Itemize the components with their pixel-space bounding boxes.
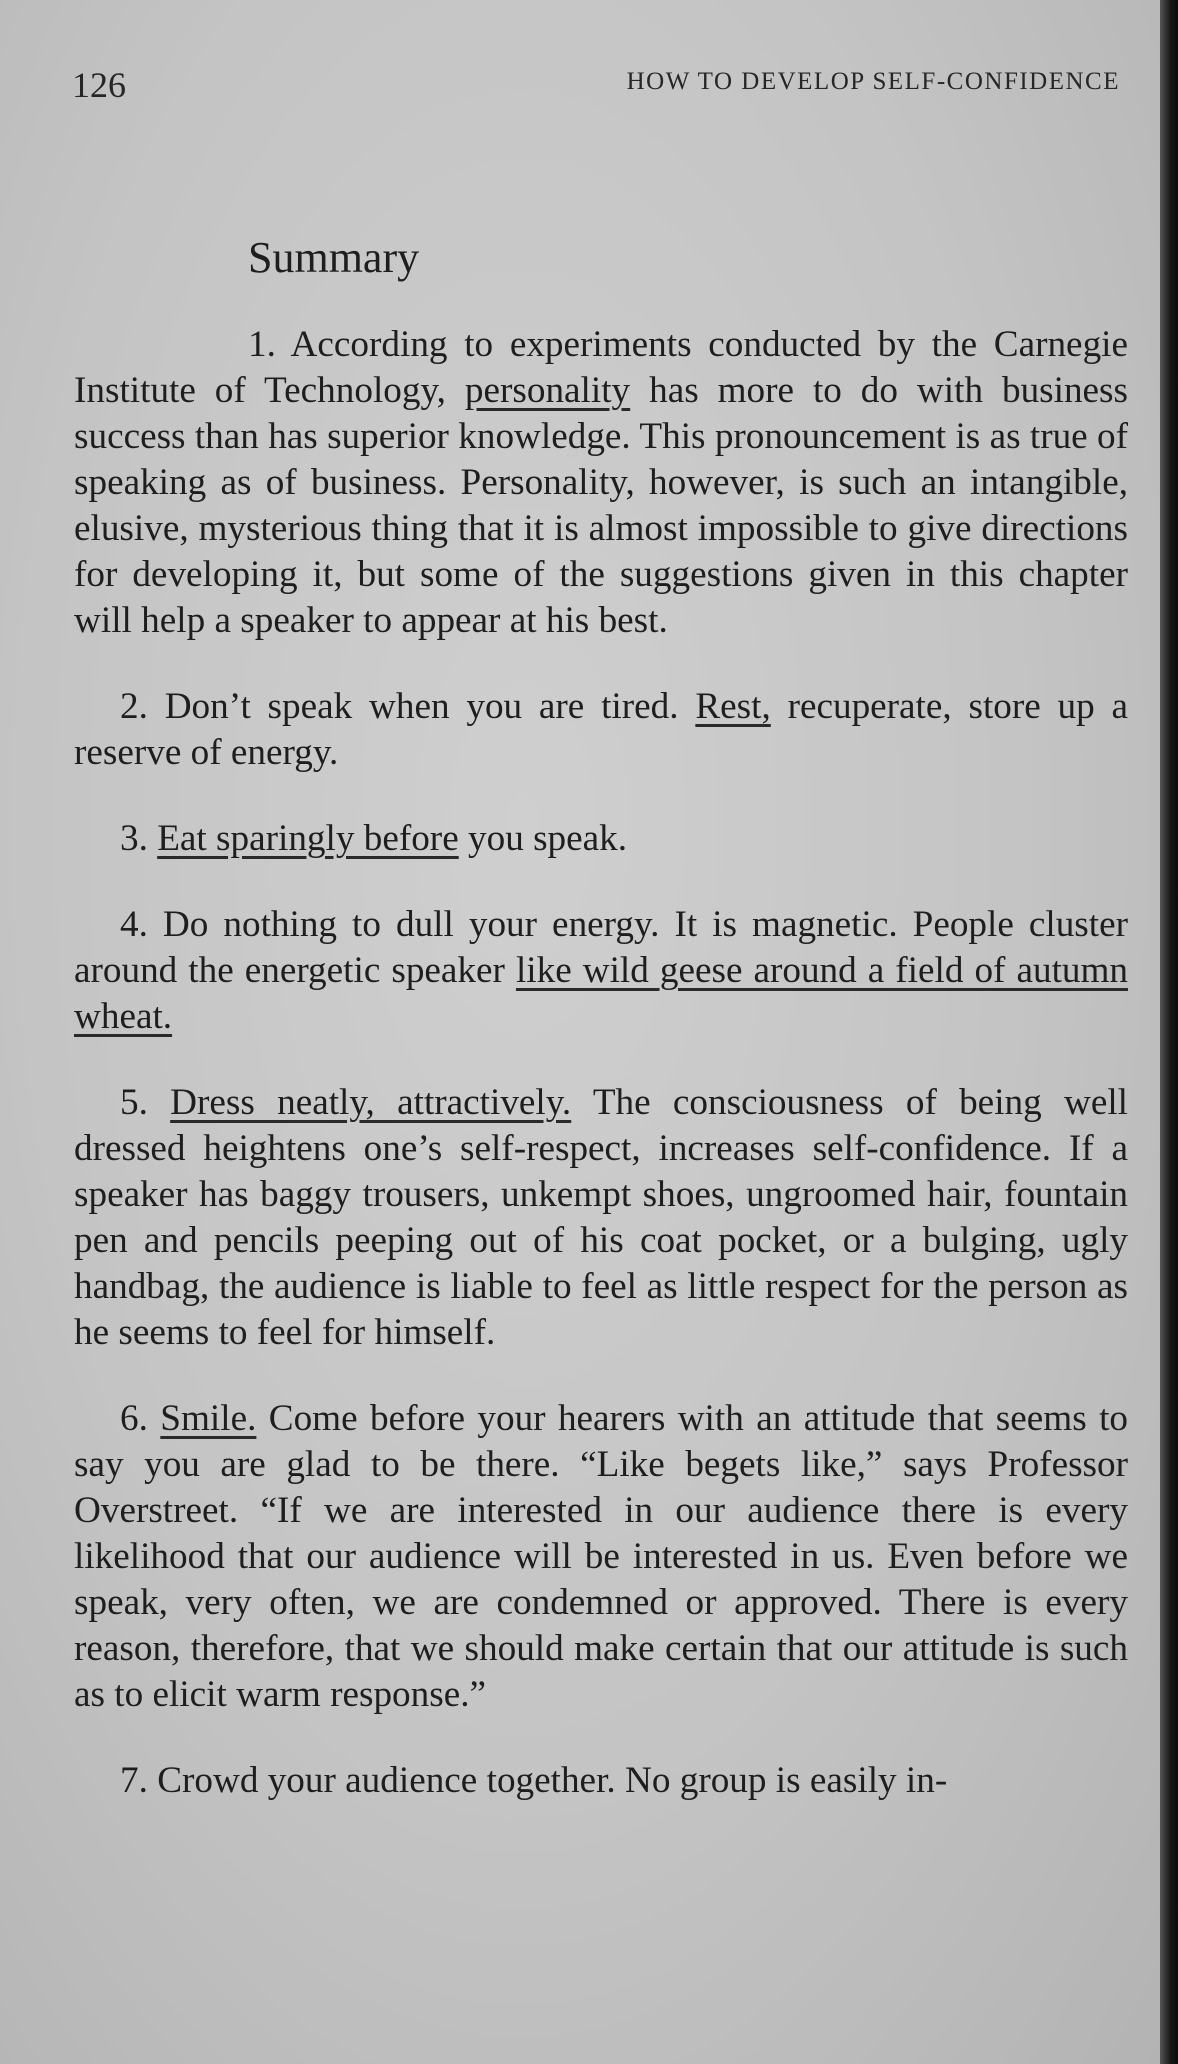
summary-heading: Summary (248, 233, 420, 282)
item-underlined-text: personality (464, 370, 631, 411)
summary-item-7 (74, 1758, 1128, 1804)
item-text-after: recuperate, store up a reserve of energy. (74, 686, 1129, 773)
item-text-before: According to experiments conducted by the Carnegie Institute of Technology, (74, 324, 1128, 411)
summary-item-4 (74, 902, 1128, 1040)
item-text-after: you speak. (468, 818, 628, 859)
item-underlined-text: like wild geese around a field of autumn wheat. (74, 950, 1129, 1037)
item-number: 6. (120, 1398, 148, 1439)
item-number: 4. (120, 904, 148, 945)
item-text-before: Do nothing to dull your energy. It is magnetic. People cluster around the energetic speaker (74, 904, 1129, 991)
running-head: HOW TO DEVELOP SELF-CONFIDENCE (626, 68, 1120, 95)
item-text-before: Crowd your audience together. No group is easily in- (157, 1760, 948, 1801)
item-text-after: The consciousness of being well dressed heightens one’s self-respect, increases self-confidence. If a speaker has baggy trousers, unkempt shoes, ungroomed hair, fountain pen and pencils peeping out of his coat pocket, or a bulging, ugly handbag, the audience is liable to feel as little respect for the person as he seems to feel for himself. (74, 1082, 1128, 1353)
page-content (74, 220, 1128, 1844)
item-number: 1. (248, 324, 276, 365)
item-text-after: has more to do with business success than has superior knowledge. This pronouncement is as true of speaking as of business. Personality, however, is such an intangible, elusive, mysterious thing that it is almost impossible to give directions for developing it, but some of the suggestions given in this chapter will help a speaker to appear at his best. (74, 370, 1129, 641)
item-text-before: Don’t speak when you are tired. (164, 686, 679, 727)
item-text-after: Come before your hearers with an attitude that seems to say you are glad to be there. “Like begets like,” says Professor Overstreet. “If we are interested in our audience there is every likelihood that our audience will be interested in us. Even before we speak, very often, we are condemned or approved. There is every reason, therefore, that we should make certain that our attitude is such as to elicit warm response.” (74, 1398, 1129, 1715)
book-spine-shadow (1160, 0, 1178, 2064)
item-number: 2. (120, 686, 148, 727)
item-number: 5. (120, 1082, 148, 1123)
item-underlined-text: Dress neatly, attractively. (170, 1082, 572, 1123)
summary-item-5 (74, 1080, 1128, 1356)
item-underlined-text: Rest, (695, 686, 771, 727)
summary-item-3 (74, 816, 1128, 862)
page-number: 126 (72, 65, 126, 105)
summary-item-2 (74, 684, 1128, 776)
summary-item-6 (74, 1396, 1128, 1718)
item-number: 7. (120, 1760, 148, 1801)
item-underlined-text: Eat sparingly before (157, 818, 459, 859)
item-number: 3. (120, 818, 148, 859)
page-header (72, 58, 1120, 118)
item-underlined-text: Smile. (160, 1398, 257, 1439)
summary-item-1 (74, 322, 1128, 644)
